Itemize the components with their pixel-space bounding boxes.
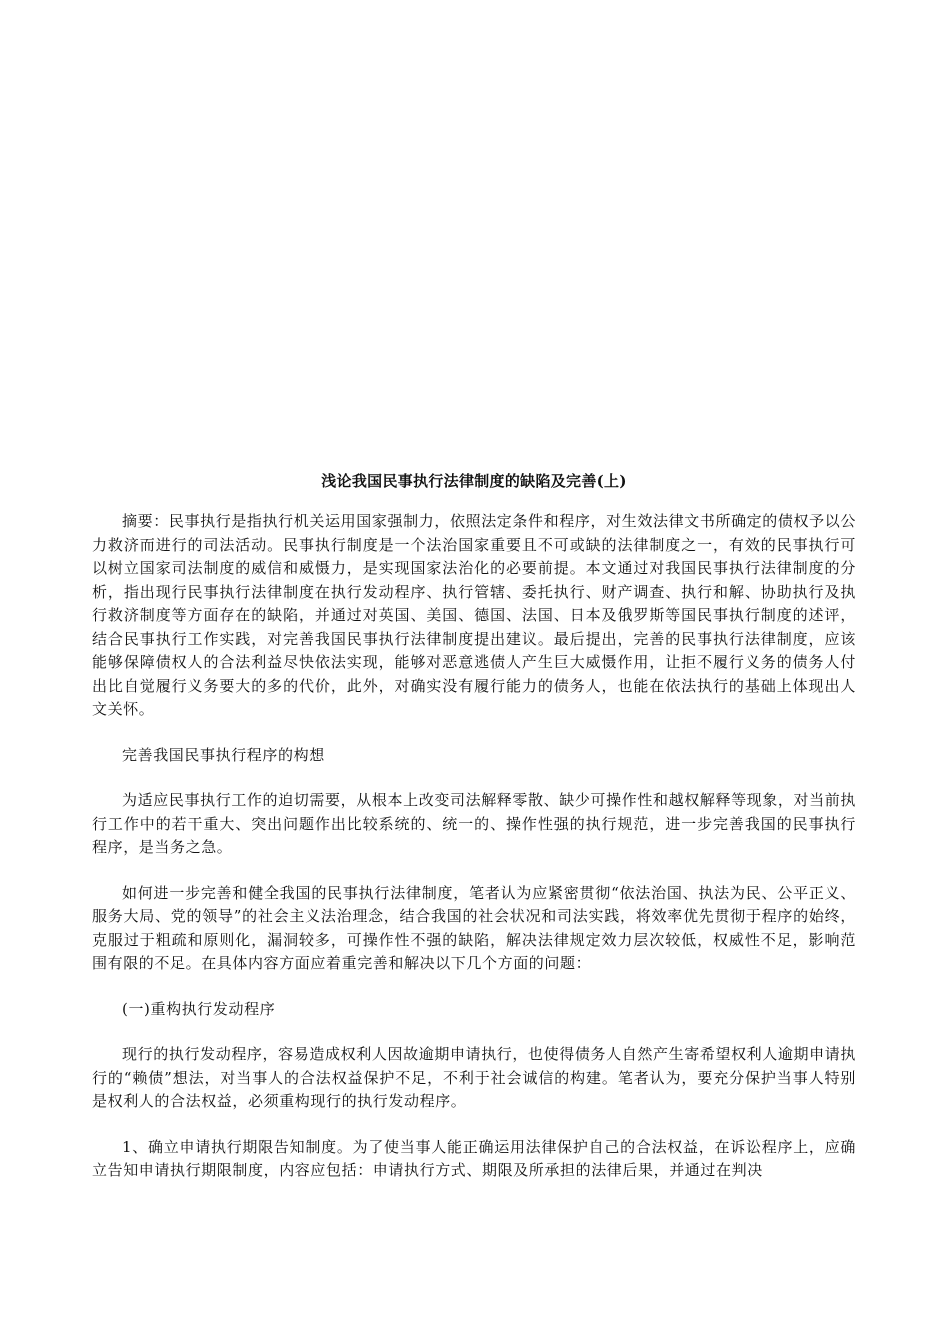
document-body [92, 470, 856, 1205]
section-heading: 完善我国民事执行程序的构想 [122, 745, 325, 764]
abstract-paragraph: 摘要：民事执行是指执行机关运用国家强制力，依照法定条件和程序，对生效法律文书所确定的债权予以公力救济而进行的司法活动。民事执行制度是一个法治国家重要且不可或缺的法律制度之一，有效的民事执行可以树立国家司法制度的威信和威慑力，是实现国家法治化的必要前提。本文通过对我国民事执行法律制度的分析，指出现行民事执行法律制度在执行发动程序、执行管辖、委托执行、财产调查、执行和解、协助执行及执行救济制度等方面存在的缺陷，并通过对英国、美国、德国、法国、日本及俄罗斯等国民事执行制度的述评，结合民事执行工作实践，对完善我国民事执行法律制度提出建议。最后提出，完善的民事执行法律制度，应该能够保障债权人的合法利益尽快依法实现，能够对恶意逃债人产生巨大威慑作用，让拒不履行义务的债务人付出比自觉履行义务要大的多的代价，此外，对确实没有履行能力的债务人，也能在依法执行的基础上体现出人文关怀。 [92, 512, 856, 718]
body-paragraph: 现行的执行发动程序，容易造成权利人因故逾期申请执行，也使得债务人自然产生寄希望权利人逾期申请执行的“赖债”想法，对当事人的合法权益保护不足，不利于社会诚信的构建。笔者认为，要充分保护当事人特别是权利人的合法权益，必须重构现行的执行发动程序。 [92, 1045, 856, 1110]
body-paragraph: 为适应民事执行工作的迫切需要，从根本上改变司法解释零散、缺少可操作性和越权解释等现象，对当前执行工作中的若干重大、突出问题作出比较系统的、统一的、操作性强的执行规范，进一步完善我国的民事执行程序，是当务之急。 [92, 791, 856, 856]
subsection-heading: (一)重构执行发动程序 [122, 999, 276, 1018]
body-paragraph: 1、确立申请执行期限告知制度。为了使当事人能正确运用法律保护自己的合法权益，在诉讼程序上，应确立告知申请执行期限制度，内容应包括：申请执行方式、期限及所承担的法律后果，并通过在判决 [92, 1137, 856, 1179]
body-paragraph: 如何进一步完善和健全我国的民事执行法律制度，笔者认为应紧密贯彻“依法治国、执法为民、公平正义、服务大局、党的领导”的社会主义法治理念，结合我国的社会状况和司法实践，将效率优先贯彻于程序的始终，克服过于粗疏和原则化，漏洞较多，可操作性不强的缺陷，解决法律规定效力层次较低，权威性不足，影响范围有限的不足。在具体内容方面应着重完善和解决以下几个方面的问题： [92, 883, 856, 972]
document-title: 浅论我国民事执行法律制度的缺陷及完善(上) [321, 472, 627, 490]
